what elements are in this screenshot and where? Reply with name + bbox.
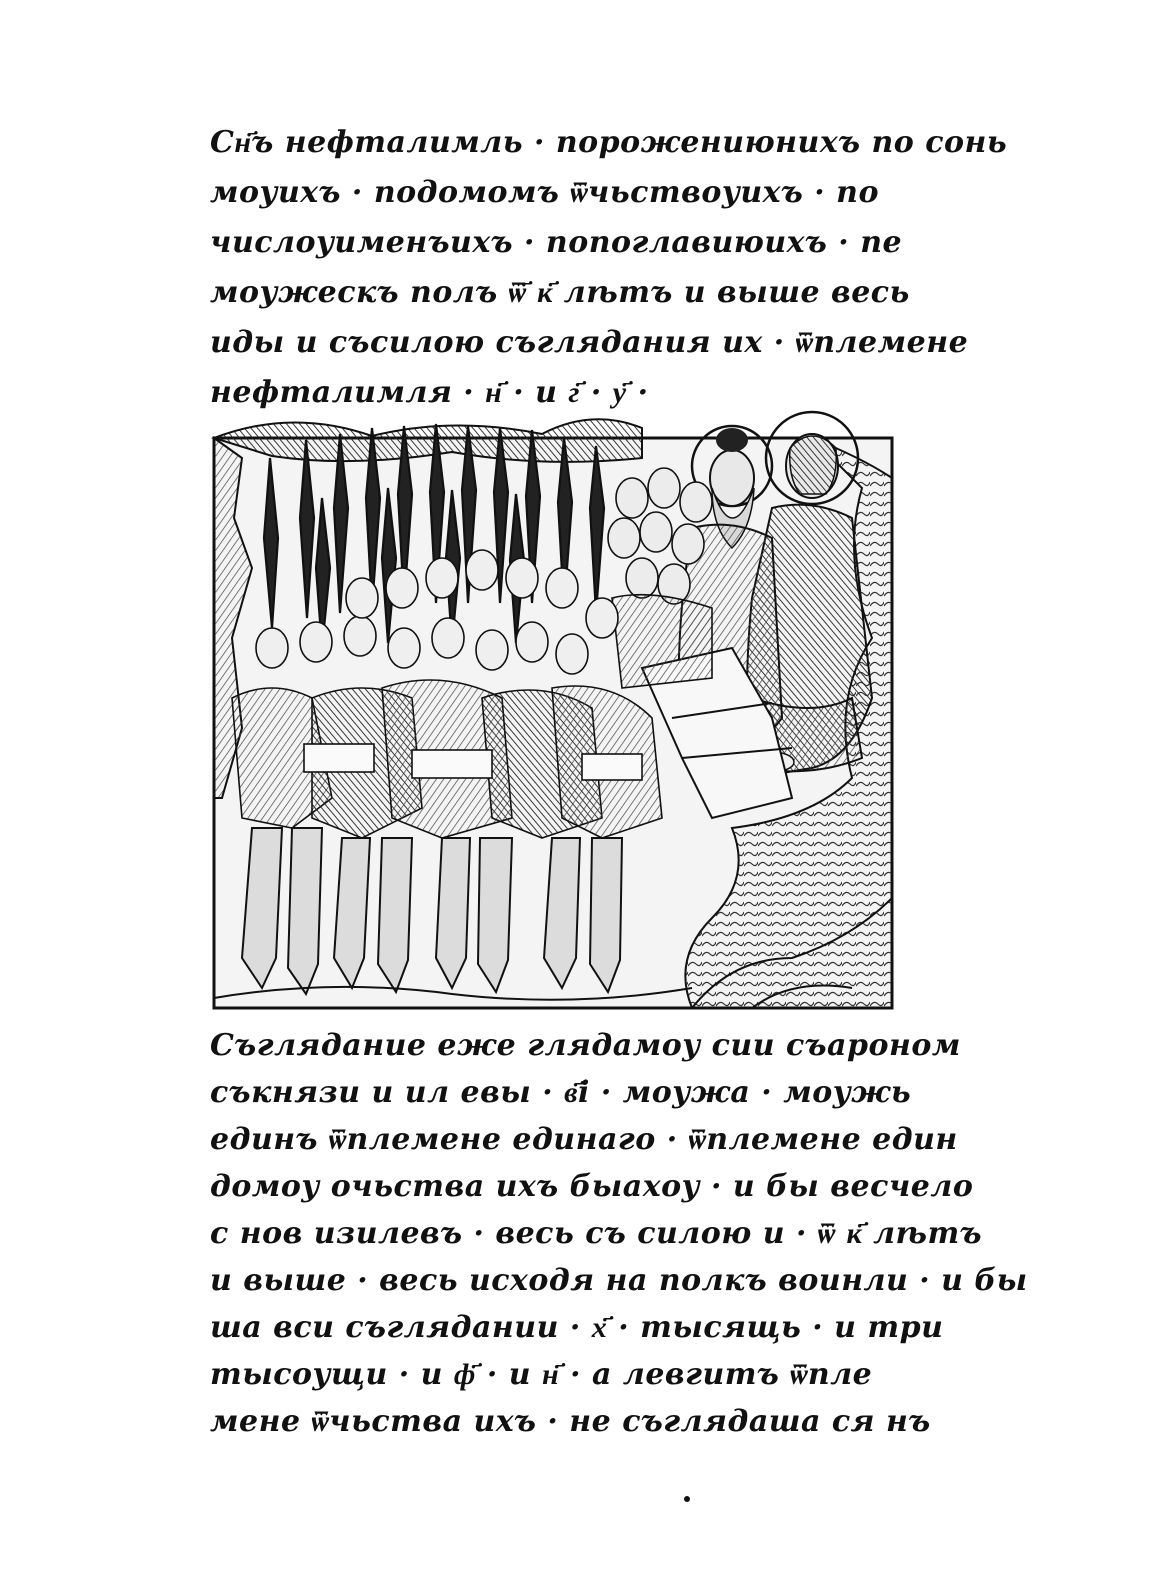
text-line: съкнязи и ил евы · в҃і · моужа · моужь <box>210 1075 912 1110</box>
bottom-text-block <box>210 1022 1028 1445</box>
top-rocks <box>214 419 642 462</box>
text-line: нефталимля · н҃ · и г҃ · у҃ · <box>210 375 649 410</box>
text-line: единъ ѿплемене единаго · ѿплемене един <box>210 1122 958 1157</box>
text-line: иды и съсилою съглядания их · ѿплемене <box>210 325 969 360</box>
text-line: моуихъ · подомомъ ѿчьствоуихъ · по <box>210 175 879 210</box>
text-line: домоу очьства ихъ быахоу · и бы весчело <box>210 1169 974 1204</box>
text-line: моужескъ полъ ѿ҃ к҃ лѣтъ и выше весь <box>210 275 910 310</box>
text-line: Сн҃ъ нефталимль · порожениюнихъ по сонь <box>210 125 1008 160</box>
text-line: с нов изилевъ · весь съ силою и · ѿ к҃ лѣтъ <box>210 1216 983 1251</box>
miniature-illustration <box>212 398 898 1010</box>
text-line: тысоущи · и ф҃ · и н҃ · а левгитъ ѿпле <box>210 1357 873 1392</box>
text-line: и выше · весь исходя на полкъ воинли · и бы <box>210 1263 1028 1298</box>
top-text-block <box>210 118 1008 418</box>
text-line: ша вси съглядании · х҃ · тысящь · и три <box>210 1310 944 1345</box>
text-line: Съглядание еже глядамоу сии съароном <box>210 1028 961 1063</box>
text-line: числоуименъихъ · попоглавиюихъ · пе <box>210 225 903 260</box>
ink-dot <box>684 1496 690 1502</box>
text-line: мене ѿчьства ихъ · не съглядаша ся нъ <box>210 1404 931 1439</box>
